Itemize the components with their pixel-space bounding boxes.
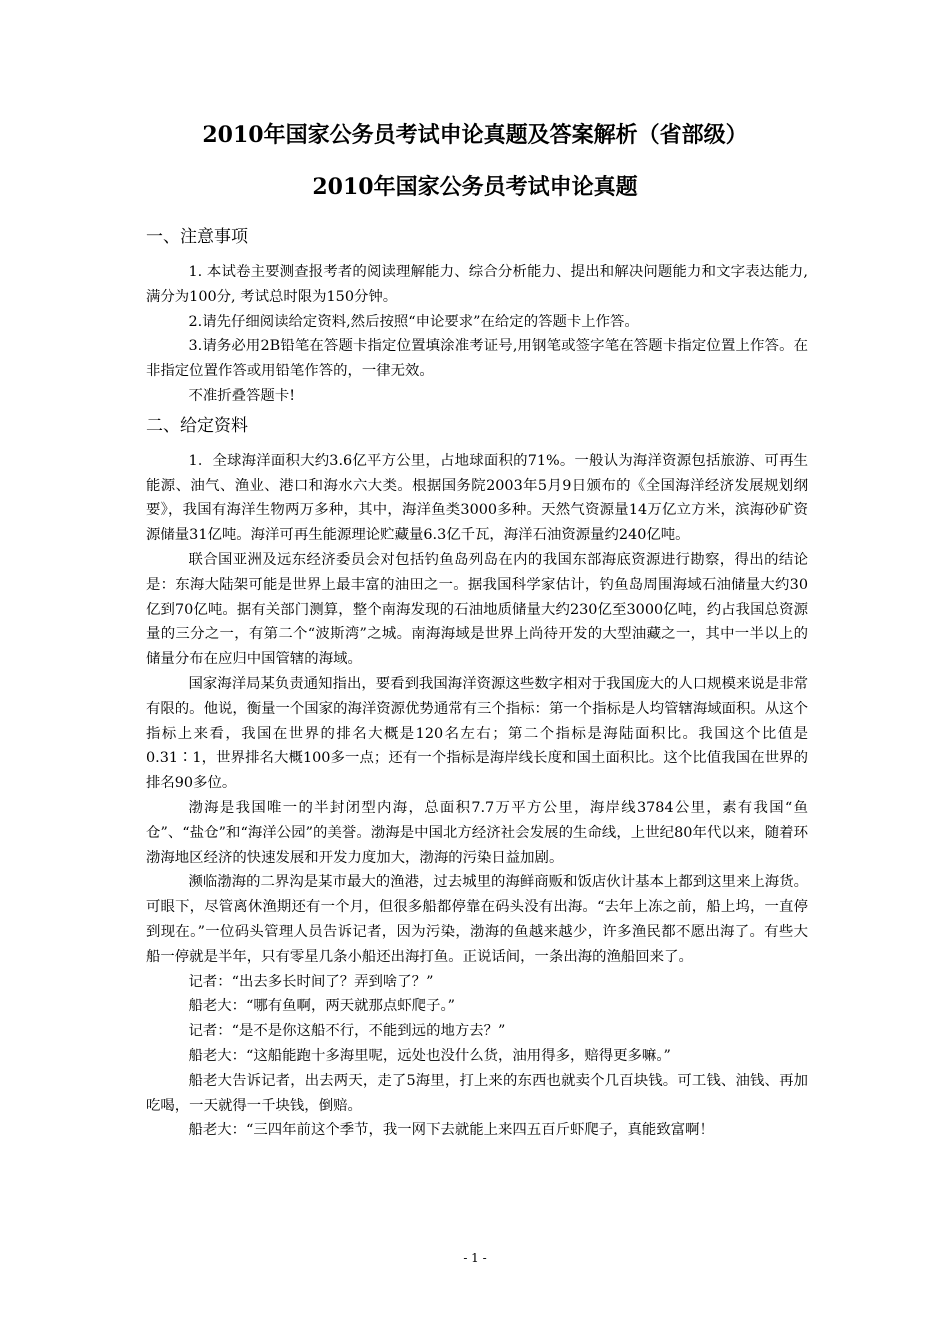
materials-paragraph: 船老大告诉记者，出去两天，走了5海里，打上来的东西也就卖个几百块钱。可工钱、油钱、再加吃喝，一天就得一千块钱，倒赔。 xyxy=(146,1072,808,1114)
materials-paragraph: 国家海洋局某负责通知指出，要看到我国海洋资源这些数字相对于我国庞大的人口规模来说是非常有限的。他说，衡量一个国家的海洋资源优势通常有三个指标：第一个指标是人均管辖海域面积。从这个指标上来看，我国在世界的排名大概是120名左右；第二个指标是海陆面积比。我国这个比值是0.31∶1，世界排名大概100多一点；还有一个指标是海岸线长度和国土面积比。这个比值我国在世界的排名90多位。 xyxy=(146,675,808,792)
dialogue-line: 船老大：“三四年前这个季节，我一网下去就能上来四五百斤虾爬子，真能致富啊！ xyxy=(188,1122,714,1139)
materials-paragraph: 1．全球海洋面积大约3.6亿平方公里，占地球面积的71%。一般认为海洋资源包括旅游、可再生能源、油气、渔业、港口和海水六大类。根据国务院2003年5月9日颁布的《全国海洋经济发展规划纲要》，我国有海洋生物两万多种，其中，海洋鱼类3000多种。天然气资源量14万亿立方米，滨海砂矿资源储量31亿吨。海洋可再生能源理论贮藏量6.3亿千瓦，海洋石油资源量约240亿吨。 xyxy=(146,452,808,544)
materials-paragraph: 渤海是我国唯一的半封闭型内海，总面积7.7万平方公里，海岸线3784公里，素有我国“鱼仓”、“盐仓”和“海洋公园”的美誉。渤海是中国北方经济社会发展的生命线，上世纪80年代以来，随着环渤海地区经济的快速发展和开发力度加大，渤海的污染日益加剧。 xyxy=(146,799,808,866)
dialogue-line: 船老大：“哪有鱼啊，两天就那点虾爬子。” xyxy=(188,998,456,1015)
materials-paragraph: 联合国亚洲及远东经济委员会对包括钓鱼岛列岛在内的我国东部海底资源进行勘察，得出的结论是：东海大陆架可能是世界上最丰富的油田之一。据我国科学家估计，钓鱼岛周围海域石油储量大约30亿到70亿吨。据有关部门测算，整个南海发现的石油地质储量大约230亿至3000亿吨，约占我国总资源量的三分之一，有第二个“波斯湾”之城。南海海域是世界上尚待开发的大型油藏之一，其中一半以上的储量分布在应归中国管辖的海域。 xyxy=(146,551,808,668)
materials-paragraph: 濒临渤海的二界沟是某市最大的渔港，过去城里的海鲜商贩和饭店伙计基本上都到这里来上海货。可眼下，尽管离休渔期还有一个月，但很多船都停靠在码头没有出海。“去年上冻之前，船上坞，一直停到现在。”一位码头管理人员告诉记者，因为污染，渤海的鱼越来越少，许多渔民都不愿出海了。有些大船一停就是半年，只有零星几条小船还出海打鱼。正说话间，一条出海的渔船回来了。 xyxy=(146,874,808,965)
section-heading-notes: 一、注意事项 xyxy=(146,227,248,247)
document-subtitle: 2010年国家公务员考试申论真题 xyxy=(312,174,638,200)
dialogue-line: 船老大：“这船能跑十多海里呢，远处也没什么货，油用得多，赔得更多嘛。” xyxy=(188,1047,671,1064)
section-heading-materials: 二、给定资料 xyxy=(146,415,248,436)
page-number: - 1 - xyxy=(463,1251,487,1265)
notes-paragraph: 3.请务必用2B铅笔在答题卡指定位置填涂准考证号,用钢笔或签字笔在答题卡指定位置上作答。在非指定位置作答或用铅笔作答的，一律无效。 xyxy=(146,338,808,380)
notes-paragraph: 不准折叠答题卡! xyxy=(188,387,295,404)
document-title: 2010年国家公务员考试申论真题及答案解析（省部级） xyxy=(202,122,748,148)
notes-paragraph: 2.请先仔细阅读给定资料,然后按照“申论要求”在给定的答题卡上作答。 xyxy=(188,313,639,330)
notes-paragraph: 1. 本试卷主要测查报考者的阅读理解能力、综合分析能力、提出和解决问题能力和文字表达能力,满分为100分, 考试总时限为150分钟。 xyxy=(146,264,808,305)
dialogue-line: 记者：“是不是你这船不行，不能到远的地方去？” xyxy=(188,1023,506,1040)
document-body xyxy=(146,224,808,1143)
dialogue-line: 记者：“出去多长时间了？弄到啥了？” xyxy=(188,973,434,990)
